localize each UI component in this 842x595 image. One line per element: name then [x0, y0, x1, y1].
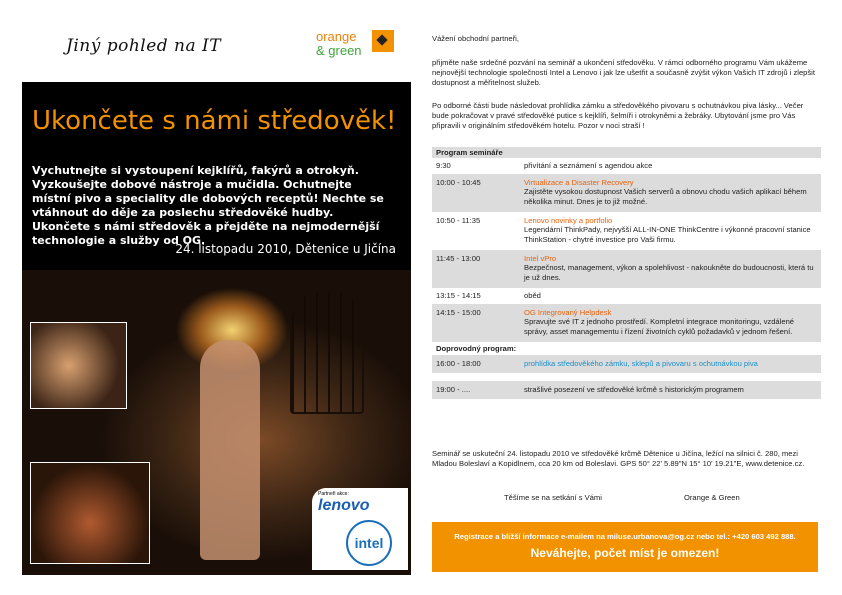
headline: Ukončete s námi středověk! [32, 106, 397, 136]
program-title-item: Virtualizace a Disaster Recovery [524, 178, 634, 187]
program-title-item: Lenovo novinky a portfolio [524, 216, 613, 225]
program-desc: Bezpečnost, management, výkon a spolehlivost - nakoukněte do budoucnosti, která tu je už dnes. [524, 263, 814, 282]
extra-time: 16:00 - 18:00 [432, 355, 520, 373]
extra-item: strašlivé posezení ve středověké krčmě s historickým programem [520, 381, 821, 399]
program-time: 11:45 - 13:00 [432, 250, 520, 288]
logo-mark-icon [372, 30, 394, 52]
event-date-place: 24. listopadu 2010, Dětenice u Jičína [175, 242, 396, 256]
tagline: Jiný pohled na IT [66, 36, 222, 56]
intel-logo: intel [346, 520, 392, 566]
company-logo [316, 30, 396, 70]
program-desc: Spravujte své IT z jednoho prostředí. Kompletní integrace monitoringu, vzdálené správy, asset managementu i řízení životních cyklů požadavků v jednom řešení. [524, 317, 795, 336]
spacer-row [432, 373, 821, 381]
lenovo-logo: lenovo [318, 497, 370, 514]
program-time: 14:15 - 15:00 [432, 304, 520, 342]
logo-line-2: & green [316, 43, 362, 58]
inset-photo-2 [30, 462, 150, 564]
extra-item[interactable]: prohlídka středověkého zámku, sklepů a pivovaru s ochutnávkou piva [520, 355, 821, 373]
program-item [520, 212, 821, 250]
intro-text: Vychutnejte si vystoupení kejklířů, fakýrů a otrokyň. Vyzkoušejte dobové nástroje a mučidla. Ochutnejte místní pivo a speciality dle dobových receptů! Nechte se vtáhnout do děje za poslechu středověké hudby. Ukončete s námi středověk a přejděte na nejmodernější technologie a služby od OG. [32, 164, 384, 247]
program-time: 13:15 - 14:15 [432, 288, 520, 304]
extra-time: 19:00 - .... [432, 381, 520, 399]
program-time: 10:50 - 11:35 [432, 212, 520, 250]
program-desc: Zajistěte vysokou dostupnost Vašich serverů a obnovu chodu vašich aplikací během několika minut. Dnes je to již možné. [524, 187, 807, 206]
paragraph-2: Po odborné části bude následovat prohlídka zámku a středověkého pivovaru s ochutnávkou piva lásky... Večer bude pokračovat v pravé středověké putice s kejklíři, šelmíři i otrokyněmi a žebráky. Ubytování jsme pro Vás připravili v originálním středověkém hotelu. Pozor v noci straší ! [432, 101, 804, 130]
greeting: Vážení obchodní partneři, [432, 34, 519, 43]
program-title-item: OG Integrovaný Helpdesk [524, 308, 612, 317]
program-title-item: přivítání a seznámení s agendou akce [520, 158, 821, 174]
program-time: 9:30 [432, 158, 520, 174]
program-time: 10:00 - 10:45 [432, 174, 520, 212]
program-item [520, 304, 821, 342]
program-table [432, 147, 821, 399]
regards: Těšíme se na setkání s Vámi [504, 493, 602, 502]
contact-line[interactable]: Registrace a bližší informace e-mailem na miluse.urbanova@og.cz nebo tel.: +420 603 492 888. [454, 532, 796, 541]
inset-photo-1 [30, 322, 127, 409]
program-title-item: oběd [520, 288, 821, 304]
cta-text: Neváhejte, počet míst je omezen! [530, 546, 720, 560]
program-title-item: Intel vPro [524, 254, 557, 263]
program-title: Program semináře [432, 147, 821, 158]
fire-breather-figure [200, 340, 260, 560]
program-item [520, 174, 821, 212]
program-desc: Legendární ThinkPady, nejvyšší ALL-IN-ONE ThinkCentre i výkonné pracovní stanice ThinkStation - chytré investice pro Vaši firmu. [524, 225, 811, 244]
cage-illustration [290, 290, 364, 414]
logo-line-1: orange [316, 29, 357, 44]
program-item [520, 250, 821, 288]
paragraph-1: přijměte naše srdečné pozvání na seminář a ukončení středověku. V rámci odborného programu Vám ukážeme nejnovější technologie společností Intel a Lenovo i jak lze ušetřit a současně zvýšit výkon Vašich IT zdrojů i zlepšit dostupnost a měřitelnost služeb. [432, 58, 815, 87]
company-name: Orange & Green [684, 493, 740, 502]
extra-program-title: Doprovodný program: [432, 342, 821, 355]
sponsor-label: Partneři akce: [318, 491, 349, 497]
venue-info: Seminář se uskuteční 24. listopadu 2010 ve středověké krčmě Dětenice u Jičína, ležící na silnici č. 280, mezi Mladou Boleslaví a Kopidlnem, cca 20 km od Boleslavi. GPS 50° 22' 5.89"N 15° 10' 19.21"E, www.detenice.cz. [432, 449, 805, 468]
